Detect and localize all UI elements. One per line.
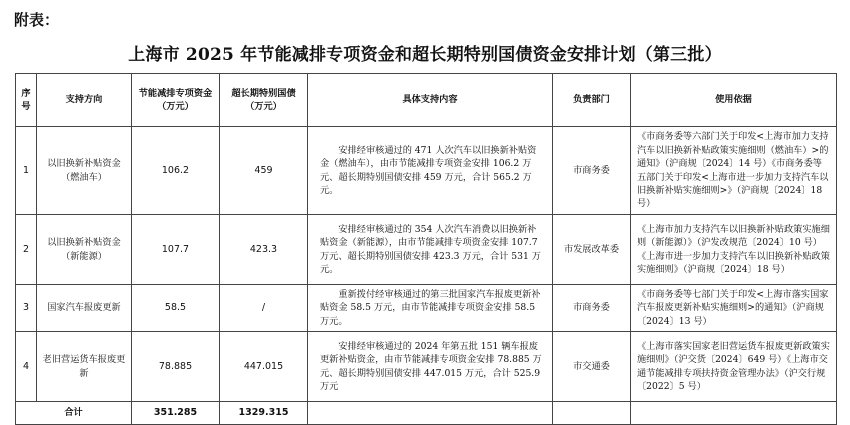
row-direction: 以旧换新补贴资金（燃油车）	[37, 127, 132, 215]
total-label: 合计	[16, 402, 132, 425]
attachment-label: 附表：	[14, 11, 60, 29]
total-bond-fund: 1329.315	[220, 402, 308, 425]
row-basis: 《市商务委等六部门关于印发<上海市加力支持汽车以旧换新补贴政策实施细则（燃油车）>的通知》（沪商规〔2024〕14 号）《市商务委等五部门关于印发<上海市进一步加力支持汽车以旧换新补贴实施细则>》（沪商规〔2024〕18 号）	[631, 127, 837, 215]
page-title: 上海市 2025 年节能减排专项资金和超长期特别国债资金安排计划（第三批）	[128, 45, 722, 65]
row-dept: 市商务委	[553, 285, 631, 332]
row-seq: 3	[16, 285, 37, 332]
row-bond-fund: 447.015	[220, 332, 308, 402]
row-dept: 市交通委	[553, 332, 631, 402]
row-content: 安排经审核通过的 2024 年第五批 151 辆车报废更新补贴资金，由市节能减排专项资金安排 78.885 万元、超长期特别国债安排 447.015 万元，合计 525.9 万元	[308, 332, 553, 402]
row-seq: 2	[16, 215, 37, 285]
plan-table	[15, 73, 837, 425]
header-dept: 负责部门	[553, 74, 631, 127]
total-energy-fund: 351.285	[132, 402, 220, 425]
row-energy-fund: 107.7	[132, 215, 220, 285]
header-basis: 使用依据	[631, 74, 837, 127]
table-row	[16, 285, 837, 332]
row-seq: 1	[16, 127, 37, 215]
row-bond-fund: 459	[220, 127, 308, 215]
row-basis: 《市商务委等七部门关于印发<上海市落实国家汽车报废更新补贴实施细则>的通知》（沪商规〔2024〕13 号）	[631, 285, 837, 332]
row-content: 安排经审核通过的 471 人次汽车以旧换新补贴资金（燃油车），由市节能减排专项资金安排 106.2 万元、超长期特别国债安排 459 万元，合计 565.2 万元。	[308, 127, 553, 215]
header-direction: 支持方向	[37, 74, 132, 127]
row-dept: 市发展改革委	[553, 215, 631, 285]
row-energy-fund: 58.5	[132, 285, 220, 332]
total-row	[16, 402, 837, 425]
row-direction: 老旧营运货车报废更新	[37, 332, 132, 402]
row-basis: 《上海市加力支持汽车以旧换新补贴政策实施细则（新能源）》（沪发改规范〔2024〕10 号）《上海市进一步加力支持汽车以旧换新补贴政策实施细则》（沪商规〔2024〕18 号）	[631, 215, 837, 285]
row-bond-fund: 423.3	[220, 215, 308, 285]
total-empty-dept	[553, 402, 631, 425]
total-empty-basis	[631, 402, 837, 425]
row-energy-fund: 106.2	[132, 127, 220, 215]
row-basis: 《上海市落实国家老旧营运货车报废更新政策实施细则》（沪交货〔2024〕649 号）《上海市交通节能减排专项扶持资金管理办法》（沪交行规〔2022〕5 号）	[631, 332, 837, 402]
row-seq: 4	[16, 332, 37, 402]
header-bond-fund: 超长期特别国债（万元）	[220, 74, 308, 127]
header-row	[16, 74, 837, 127]
header-energy-fund: 节能减排专项资金（万元）	[132, 74, 220, 127]
header-seq: 序号	[16, 74, 37, 127]
table-row	[16, 215, 837, 285]
table-row	[16, 332, 837, 402]
row-energy-fund: 78.885	[132, 332, 220, 402]
row-direction: 以旧换新补贴资金（新能源）	[37, 215, 132, 285]
row-direction: 国家汽车报废更新	[37, 285, 132, 332]
row-bond-fund: /	[220, 285, 308, 332]
row-content: 重新拨付经审核通过的第三批国家汽车报废更新补贴资金 58.5 万元，由市节能减排专项资金安排 58.5 万元。	[308, 285, 553, 332]
row-content: 安排经审核通过的 354 人次汽车消费以旧换新补贴资金（新能源），由市节能减排专项资金安排 107.7 万元、超长期特别国债安排 423.3 万元，合计 531 万元。	[308, 215, 553, 285]
header-content: 具体支持内容	[308, 74, 553, 127]
table-row	[16, 127, 837, 215]
total-empty-content	[308, 402, 553, 425]
row-dept: 市商务委	[553, 127, 631, 215]
